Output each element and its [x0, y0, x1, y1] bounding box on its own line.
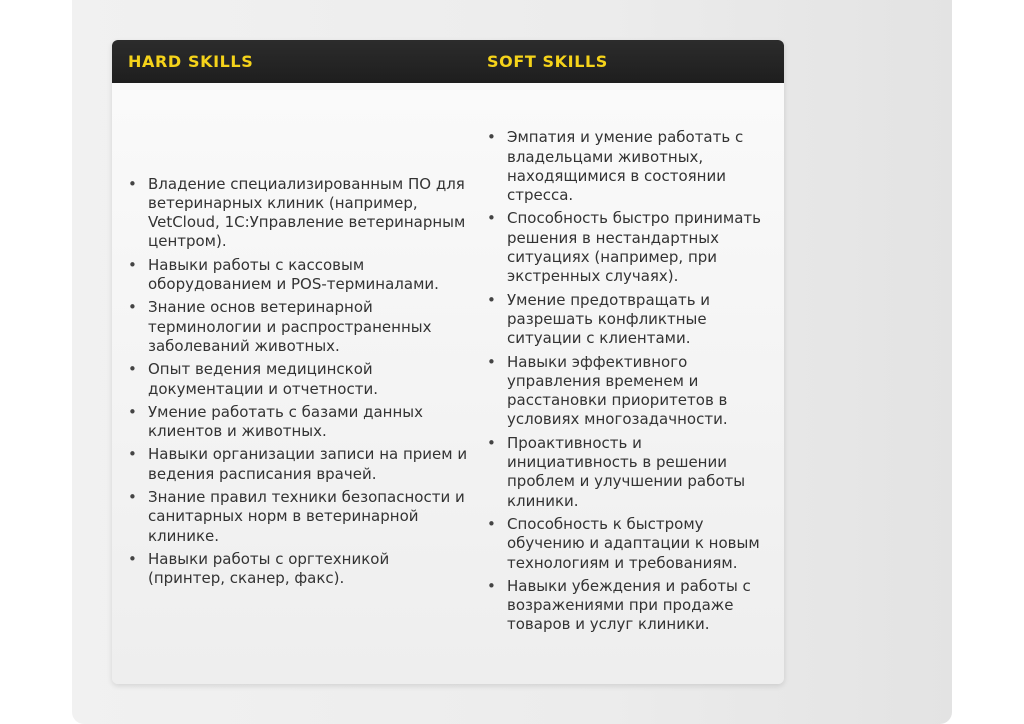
- soft-skills-column: [487, 83, 777, 684]
- list-item: • Опыт ведения медицинской документации и отчетности.: [148, 360, 468, 399]
- list-item: • Знание правил техники безопасности и санитарных норм в ветеринарной клинике.: [148, 488, 468, 546]
- list-item: • Проактивность и инициативность в решении проблем и улучшении работы клиники.: [507, 434, 777, 511]
- list-item: • Навыки организации записи на прием и ведения расписания врачей.: [148, 445, 468, 484]
- list-item: • Навыки работы с оргтехникой (принтер, сканер, факс).: [148, 550, 468, 589]
- list-item: • Эмпатия и умение работать с владельцами животных, находящимися в состоянии стресса.: [507, 128, 777, 205]
- list-item: • Способность быстро принимать решения в нестандартных ситуациях (например, при экстренных случаях).: [507, 209, 777, 286]
- soft-skills-list: [487, 128, 777, 638]
- soft-skills-header: SOFT SKILLS: [487, 52, 608, 71]
- list-item: • Навыки эффективного управления временем и расстановки приоритетов в условиях многозадачности.: [507, 353, 777, 430]
- list-item: • Навыки убеждения и работы с возражениями при продаже товаров и услуг клиники.: [507, 577, 777, 635]
- skills-table: [112, 40, 784, 684]
- hard-skills-list: [128, 175, 468, 593]
- list-item: • Навыки работы с кассовым оборудованием и POS-терминалами.: [148, 256, 468, 295]
- list-item: • Способность к быстрому обучению и адаптации к новым технологиям и требованиям.: [507, 515, 777, 573]
- hard-skills-column: [128, 83, 468, 684]
- list-item: • Умение предотвращать и разрешать конфликтные ситуации с клиентами.: [507, 291, 777, 349]
- list-item: • Умение работать с базами данных клиентов и животных.: [148, 403, 468, 442]
- hard-skills-header: HARD SKILLS: [128, 52, 254, 71]
- list-item: • Знание основ ветеринарной терминологии и распространенных заболеваний животных.: [148, 298, 468, 356]
- list-item: • Владение специализированным ПО для ветеринарных клиник (например, VetCloud, 1С:Управление ветеринарным центром).: [148, 175, 468, 252]
- table-header: [112, 40, 784, 83]
